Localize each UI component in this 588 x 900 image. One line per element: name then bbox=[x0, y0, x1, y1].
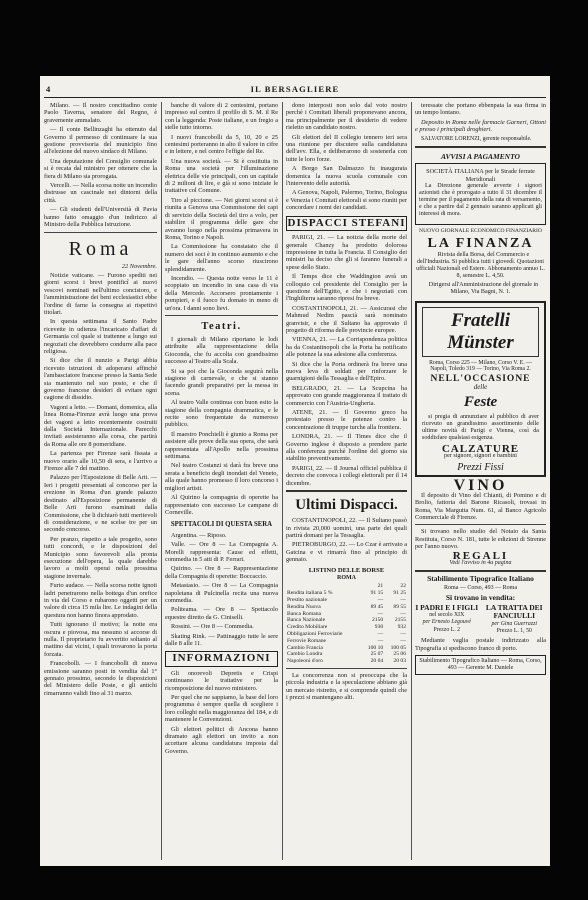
table-cell: — bbox=[377, 630, 384, 637]
table-cell: Ferrovie Romane bbox=[287, 637, 326, 644]
divider bbox=[286, 490, 407, 492]
ad-stabilimento-address: Roma — Corso, 493 — Roma bbox=[444, 584, 517, 591]
article-paragraph: Incendio. — Questa notte verso le 11 è scoppiato un incendio in una casa di via della Mercede. Accorsero prontamente i pompieri, e il fuoco fu domato in meno di un'ora. I danni sono lievi. bbox=[165, 274, 278, 312]
article-paragraph: Per pranzo, rispetto a tale progetto, sono tutti concordi, e le disposizioni del Municipio sono favorevoli alla pronta esecuzione dell'opera, la quale darebbe lavoro a molti operai nella prossima stagione invernale. bbox=[44, 535, 157, 580]
table-cell: Banca Romana bbox=[287, 610, 322, 617]
table-cell: Obbligazioni Ferroviarie bbox=[287, 630, 343, 637]
article-paragraph: Gli elettori del II collegio tennero ieri sera una riunione per discutere sulla candidatura dell'avv. Ella, e deliberarono di sostenerla con tutte le loro forze. bbox=[286, 133, 407, 163]
article-paragraph: Una nuova società. — Si è costituita in Roma una società per l'illuminazione elettrica delle vie principali, con un capitale di 2 milioni di lire, e già si sono iniziate le trattative col Comune. bbox=[165, 157, 278, 195]
divider bbox=[286, 668, 407, 669]
table-row bbox=[286, 638, 407, 645]
article-paragraph: I nuovi francobolli da 5, 10, 20 e 25 centesimi porteranno in alto il valore in cifre e in lettere, e nel centro l'effigie del Re. bbox=[165, 133, 278, 156]
ad-kicker: NUOVO GIORNALE ECONOMICO FINANZIARIO bbox=[419, 228, 542, 235]
section-heading-avvisi: AVVISI A PAGAMENTO bbox=[441, 152, 520, 162]
article-paragraph: Per quel che ne sappiamo, la base del loro programma è sempre quella di scegliere i loro colleghi nella maggioranza del 184, e di mantenere le Convenzioni. bbox=[165, 694, 278, 724]
article-paragraph: Si dice che il nunzio a Parigi abbia ricevuto istruzioni di adoperarsi affinchè l'ambasciatore francese presso la Santa Sede sia mantenuto nel suo posto, e che il governo francese desideri di evitare ogni cagione di dissidio. bbox=[44, 357, 157, 402]
article-paragraph: I giornali di Milano riportano le lodi attribuite alla rappresentazione della Gioconda, che fu accolta con grandissimo successo al Teatro alla Scala. bbox=[165, 335, 278, 366]
section-heading-teatri: Teatri. bbox=[201, 320, 242, 332]
table-cell: 25 07 bbox=[370, 651, 384, 658]
ad-vendita-heading: Si trovano in vendita: bbox=[445, 593, 516, 603]
article-paragraph: Furto audace. — Nella scorsa notte ignoti ladri penetrarono nella bottega d'un orefice in via del Corso e rubarono oggetti per un valore di circa 15 mila lire. Le indagini della questura non hanno finora approdato. bbox=[44, 582, 157, 619]
article-paragraph: La partenza per Firenze sarà fissata a nuovo orario alle 10,50 di sera, e l'arrivo a Firenze alle 7 del mattino. bbox=[44, 450, 157, 473]
masthead bbox=[40, 82, 550, 98]
section-heading-listino: LISTINO DELLE BORSE bbox=[308, 566, 385, 574]
table-row bbox=[286, 611, 407, 618]
article-paragraph: Al Quirino la compagnia di operette ha rappresentato con successo Le campane di Corneville. bbox=[165, 494, 278, 516]
exchange-city: ROMA bbox=[337, 574, 356, 581]
ad-address: Dirigersi all'Amministrazione del giornale in Milano, Via Bagni, N. 1. bbox=[428, 281, 539, 295]
ad-calzature: CALZATURE bbox=[441, 443, 520, 456]
article-paragraph: Gli elettori politici di Ancona hanno diramato agli elettori un invito a non accettare alcuna candidatura imposta dal Governo. bbox=[165, 725, 278, 755]
table-row bbox=[286, 658, 407, 665]
listing-item: Argentina. — Riposo. bbox=[171, 531, 227, 539]
table-cell: Rendita italiana 5 % bbox=[287, 590, 333, 597]
table-row bbox=[286, 624, 407, 631]
article-paragraph: Tutti ignorano il motivo; la notte era oscura e piovosa, ma nessuno si accorse di nulla. Il proprietario fu avvertito soltanto al mattino dai vicini, i quali trovarono la porta forzata. bbox=[44, 621, 157, 658]
dispatch: LONDRA, 21. — Il Times dice che il Governo inglese è disposto a prendere parte alla conferenza purchè l'ordine del giorno sia stabilito preventivamente. bbox=[286, 433, 407, 463]
article-paragraph: banche di valore di 2 centesimi, portano impresso sul centro il profilo di S. M. il Re con la leggenda: Poste italiane, e un fregio a stelle tutto intorno. bbox=[165, 102, 278, 132]
ad-brand-name: Fratelli Münster bbox=[422, 307, 539, 357]
article-paragraph: Vagoni a letto. — Domani, domenica, alla linea Roma-Firenze avrà luogo una prova dei vagoni a letto recentemente costruiti dalla Società Internazionale. Parecchi invitati assisteranno alla corsa, che partirà da Roma alle ore 8 pomeridiane. bbox=[44, 403, 157, 448]
table-cell: 91 25 bbox=[393, 590, 406, 597]
article-paragraph: Al teatro Valle continua con buon esito la stagione della compagnia drammatica, e le recite sono frequentate da numeroso pubblico. bbox=[165, 399, 278, 429]
ad-feste: Feste bbox=[463, 394, 498, 411]
table-row bbox=[286, 597, 407, 604]
ad-text: Il deposito di Vino del Chianti, di Pomino e di Brolio, fattoria del Barone Ricasoli, trovasi in Roma, Via Margutta Num. 61, al Banco Agricolo Commerciale di Firenze. bbox=[415, 491, 546, 521]
article-paragraph: Si sa poi che la Gioconda seguirà nella stagione di carnevale, e che si stanno facendo grandi preparativi per la messa in scena. bbox=[165, 367, 278, 397]
article-paragraph: teressate che portano ebbenpata la sua firma in un tempo lontano. bbox=[415, 102, 546, 117]
book-subtitle: nel secolo XIX bbox=[429, 612, 465, 619]
table-cell: 91 15 bbox=[370, 590, 384, 597]
book-author: per Gina Guerrazzi bbox=[491, 620, 537, 627]
table-cell: Credito Mobiliare bbox=[287, 624, 328, 631]
stock-quote-table bbox=[286, 583, 407, 665]
table-header-cell bbox=[286, 583, 361, 590]
book-author: per Ernesto Legouvé bbox=[422, 619, 471, 626]
book-title: I PADRI E I FIGLI bbox=[415, 602, 479, 612]
dispatch: ATENE, 21. — Il Governo greco ha protestato presso le potenze contro la concentrazione di truppe turche alla frontiera. bbox=[286, 409, 407, 431]
book-1 bbox=[415, 604, 479, 636]
section-date: 22 Novembre. bbox=[121, 262, 157, 270]
ad-calzature-sub: per signore, signori e bambini bbox=[444, 453, 517, 460]
article-paragraph: Il maestro Ponchielli è giunto a Roma per assistere alle prove della sua opera, che sarà rappresentata all'Apollo nella prossima settimana. bbox=[165, 430, 278, 461]
table-cell: Rendita Nuova bbox=[287, 603, 321, 610]
article-paragraph: A Genova, Napoli, Palermo, Torino, Bologna e Venezia i Comitati elettorali si sono riuniti per concordare i nomi dei candidati. bbox=[286, 189, 407, 212]
listing-item: Quirino. — Ore 8 — Rappresentazione della Compagnia di operette: Boccaccio. bbox=[165, 565, 278, 580]
table-cell: — bbox=[377, 596, 384, 603]
newspaper-title: IL BERSAGLIERE bbox=[250, 84, 340, 94]
section-heading-ultimi-dispacci: Ultimi Dispacci. bbox=[295, 497, 398, 514]
column-separator bbox=[411, 102, 412, 860]
page-number: 4 bbox=[46, 84, 52, 94]
book-2 bbox=[483, 604, 547, 636]
article-paragraph: — Gli studenti dell'Università di Pavia hanno fatto omaggio d'un indirizzo al Ministro della Pubblica Istruzione. bbox=[44, 206, 157, 229]
article-paragraph: Milano. — Il nostro concittadino conte Paolo Taverna, senatore del Regno, è gravemente ammalato. bbox=[44, 102, 157, 124]
article-paragraph: A Borgo San Dalmazzo fu inaugurata domenica la nuova scuola comunale con l'intervento delle autorità. bbox=[286, 165, 407, 188]
table-cell: — bbox=[377, 610, 384, 617]
section-heading-spettacoli: SPETTACOLI DI QUESTA SERA bbox=[170, 521, 273, 529]
table-row bbox=[286, 617, 407, 624]
ad-railway-company bbox=[415, 163, 546, 225]
column-2 bbox=[165, 102, 278, 862]
column-4 bbox=[415, 102, 546, 862]
ad-title: SOCIETÀ ITALIANA per le Strade ferrate Meridionali bbox=[426, 168, 535, 183]
book-listing bbox=[415, 604, 546, 636]
listing-item: Skating Rink. — Pattinaggio tutte le sere dalle 8 alle 11. bbox=[165, 632, 278, 647]
article-paragraph: Gli onorevoli Depretis e Crispi continuano le trattative per la ricomposizione del nuovo ministero. bbox=[165, 669, 278, 692]
section-heading-roma: Roma bbox=[68, 237, 133, 260]
newspaper-page bbox=[40, 76, 550, 866]
article-paragraph: Tiro al piccione. — Nei giorni scorsi si è riunita a Genova una Commissione dei capi di servizio della Società del tiro a volo, per stabilire il programma delle gare che avranno luogo nella prossima primavera in Roma, Torino e Napoli. bbox=[165, 196, 278, 241]
table-row bbox=[286, 651, 407, 658]
table-row bbox=[286, 631, 407, 638]
table-header-row bbox=[286, 583, 407, 590]
divider bbox=[415, 524, 546, 525]
table-header-cell: 21 bbox=[377, 583, 384, 590]
article-paragraph: Palazzo per l'Esposizione di Belle Arti. — Ieri i progetti presentati al concorso per la erezione in Roma d'un grande palazzo destinato all'Esposizione permanente di Belle Arti furono esaminati dalla Commissione, che li dichiarò tutti meritevoli di considerazione, e ne scelse tre per un secondo concorso. bbox=[44, 474, 157, 534]
ad-stabilimento-title: Stabilimento Tipografico Italiano bbox=[427, 574, 534, 584]
ad-text: La Direzione generale avverte i signori azionisti che è prorogato a tutto il 31 dicembre il termine per il pagamento della rata di versamento, e che a partire dal 2 gennaio saranno applicati gli interessi di mora. bbox=[419, 183, 542, 218]
article-paragraph: Nel teatro Costanzi si darà fra breve una serata a beneficio degli inondati del Veneto, alla quale hanno promesso il loro concorso i migliori artisti. bbox=[165, 462, 278, 492]
masthead-rule bbox=[44, 97, 546, 98]
ad-cities: Roma, Corso 225 — Milano, Corso V. E. — Napoli, Toledo 319 — Torino, Via Roma 2. bbox=[429, 359, 532, 373]
section-heading-dispacci-stefani: DISPACCI STEFANI bbox=[286, 216, 407, 231]
ad-regali-sub: Vedi l'avviso in 4a pagina bbox=[449, 559, 512, 566]
dispatch: COSTANTINOPOLI, 22. — Il Sultano passò in rivista 20,000 uomini, una parte dei quali partirà domani per la Tessaglia. bbox=[286, 517, 407, 539]
article-paragraph: Notizie vaticane. — Furono spediti nei giorni scorsi i brevi pontificî ai nuovi vescovi nominati nell'ultimo concistoro, e l'amministrazione dei beni ecclesiastici ebbe l'ordine di farne la consegna ai rispettivi titolari. bbox=[44, 271, 157, 316]
book-title: LA TRATTA DEI FANCIULLI bbox=[485, 602, 543, 621]
table-cell: 100 10 bbox=[367, 644, 384, 651]
divider bbox=[165, 315, 278, 316]
ad-regali-title: REGALI bbox=[452, 549, 509, 562]
ad-title: LA FINANZA bbox=[427, 235, 534, 251]
dispatch: PARIGI, 21. — La notizia della morte del generale Chanzy ha prodotto dolorosa impressione in tutta la Francia. Il Consiglio dei ministri ha deciso che gli si faranno funerali a spese dello Stato. bbox=[286, 234, 407, 271]
divider bbox=[415, 146, 546, 148]
table-cell: — bbox=[377, 637, 384, 644]
dispatch: Il Temps dice che Waddington avrà un colloquio col presidente del Consiglio per la questione dell'Egitto, e che i negoziati con l'Inghilterra saranno ripresi fra breve. bbox=[286, 273, 407, 303]
column-3 bbox=[286, 102, 407, 862]
table-cell: 2150 bbox=[371, 617, 384, 624]
table-cell: 930 bbox=[374, 624, 384, 631]
table-cell: — bbox=[400, 637, 406, 644]
listing-item: Metastasio. — Ore 8 — La Compagnia napoletana di Pulcinella recita una nuova commedia. bbox=[165, 582, 278, 604]
ad-vino-title: VINO bbox=[453, 477, 508, 495]
listing-item: Politeama. — Ore 8 — Spettacolo equestre diretto da G. Ciniselli. bbox=[165, 606, 278, 621]
ad-la-finanza bbox=[415, 228, 546, 295]
article-paragraph: dono interposti non solo dal voto nostro perchè i Comitati liberali proponevano ancora, ma principalmente per il desiderio di vedere rieletto un candidato nostro. bbox=[286, 102, 407, 132]
column-separator bbox=[282, 102, 283, 860]
ad-text: Rivista della Borsa, del Commercio e dell'Industria. Si pubblica tutti i giovedì. Quotazioni ufficiali Nazionali ed Estere. Abbonamento annuo L. 8, semestre L. 4,50. bbox=[416, 251, 545, 279]
article-paragraph: La concorrenza non si preoccupa che la piccola industria e la speculazione abbiano già un mercato ristretto, e si comprende quindi che i prezzi si mantengano alti. bbox=[286, 671, 407, 702]
table-cell: 100 05 bbox=[390, 644, 406, 651]
table-cell: 20 03 bbox=[393, 658, 406, 665]
divider bbox=[415, 570, 546, 572]
ad-text: Si trovano nello studio del Notaio da Santa Restituta, Corso N. 181, tutte le edizioni di Strenne per l'anno nuovo. bbox=[415, 528, 546, 551]
article-paragraph: Francobolli. — I francobolli di nuova emissione saranno posti in vendita dal 1° gennaio prossimo, secondo le disposizioni del Ministero delle Poste, e gli antichi rimarranno validi fino al 31 marzo. bbox=[44, 660, 157, 697]
article-paragraph: Deposito in Roma nelle farmacie Garneri, Ottoni e presso i principali droghieri. bbox=[415, 118, 546, 134]
article-paragraph: Una deputazione del Consiglio comunale si è recata dal ministro per ottenere che la fiera di Milano sia prorogata. bbox=[44, 157, 157, 180]
table-cell: 89 45 bbox=[370, 603, 384, 610]
divider bbox=[44, 232, 157, 233]
dispatch: PIETROBURGO, 22. — Lo Czar è arrivato a Gatcina e vi rimarrà fino al principio di gennaio. bbox=[286, 541, 407, 564]
table-row bbox=[286, 645, 407, 652]
dispatch: COSTANTINOPOLI, 21. — Assicurasi che Mahmud Nedim pascià sarà nominato granvisir, e che il Sultano ha approvato il progetto di riforma delle provincie europee. bbox=[286, 304, 407, 334]
dispatch: Si dice che la Porta ordinerà fra breve una nuova leva di soldati per rinforzare le guarnigioni della Tessaglia e dell'Epiro. bbox=[286, 360, 407, 383]
table-row bbox=[286, 590, 407, 597]
dispatch: BELGRADO, 21. — La Scupcina ha approvato con grande maggioranza il trattato di commercio con l'Austria-Ungheria. bbox=[286, 384, 407, 407]
table-cell: Cambio Francia bbox=[287, 644, 323, 651]
printer-imprint: Stabilimento Tipografico Italiano — Roma, Corso, 493 — Gerente M. Daniele bbox=[415, 655, 546, 675]
table-row bbox=[286, 604, 407, 611]
book-price: Prezzo L. 2 bbox=[433, 626, 461, 633]
table-header-cell: 22 bbox=[400, 583, 406, 590]
article-paragraph: La Commissione ha constatato che il numero dei soci è in continuo aumento e che le gare dell'anno scorso riuscirono splendidamente. bbox=[165, 243, 278, 273]
ad-occasion: NELL'OCCASIONE bbox=[430, 374, 531, 385]
article-paragraph: In questa settimana il Santo Padre ricevette in udienza l'incaricato d'affari di Germania col quale si trattenne a lungo sui negoziati che dovrebbero condurre alla pace religiosa. bbox=[44, 318, 157, 355]
listing-item: Valle. — Ore 8 — La Compagnia A. Morelli rappresenta: Cause ed effetti, commedia in 5 atti di P. Ferrari. bbox=[165, 541, 278, 563]
column-1 bbox=[44, 102, 157, 862]
article-paragraph: Vercelli. — Nella scorsa notte un incendio distrusse un cascinale nei dintorni della città. bbox=[44, 182, 157, 204]
table-cell: — bbox=[400, 596, 406, 603]
table-cell: 932 bbox=[397, 624, 406, 631]
table-cell: Cambio Londra bbox=[287, 651, 323, 658]
table-cell: 89 55 bbox=[393, 603, 406, 610]
column-separator bbox=[161, 102, 162, 860]
table-cell: — bbox=[400, 630, 406, 637]
table-cell: 2155 bbox=[394, 617, 406, 624]
book-price: Prezzo L. 1, 50 bbox=[496, 627, 532, 634]
table-cell: 25 06 bbox=[393, 651, 406, 658]
table-cell: Banca Nazionale bbox=[287, 617, 326, 624]
ad-text: si pregia di annunziare al pubblico di aver ricevuto un grandissimo assortimento delle ultime novità di Parigi e Vienna, così da soddisfare qualsiasi esigenza. bbox=[422, 414, 539, 442]
ad-occasion-sub: delle bbox=[473, 382, 488, 391]
table-cell: — bbox=[400, 610, 406, 617]
ad-fratelli-munster bbox=[415, 301, 546, 478]
table-cell: Prestito nazionale bbox=[287, 596, 327, 603]
dispatch: PARIGI, 22. — Il Journal officiel pubblica il decreto che convoca i collegi elettorali per il 14 dicembre. bbox=[286, 464, 407, 487]
gerente-line: SALVATORE LORENZI, gerente responsabile. bbox=[421, 135, 532, 142]
table-cell: Napoleoni d'oro bbox=[287, 658, 323, 665]
listing-item: Rossini. — Ore 8 — Commedia. bbox=[171, 623, 254, 631]
ad-text: Mediante vaglia postale indirizzato alla Tipografia si spediscono franco di porto. bbox=[415, 637, 546, 652]
section-heading-informazioni: INFORMAZIONI bbox=[165, 651, 278, 666]
article-paragraph: — Il conte Bellinzaghi ha ottenuto dal Governo il permesso di continuare la sua gestione provvisoria del municipio fino all'elezione del nuovo sindaco di Milano. bbox=[44, 126, 157, 156]
ad-prezzi-fissi: Prezzi Fissi bbox=[457, 461, 504, 473]
dispatch: VIENNA, 21. — La Corrispondenza politica ha da Costantinopoli che la Porta ha notificato alle potenze la sua adesione alla conferenza. bbox=[286, 336, 407, 359]
table-cell: 20 04 bbox=[370, 658, 384, 665]
